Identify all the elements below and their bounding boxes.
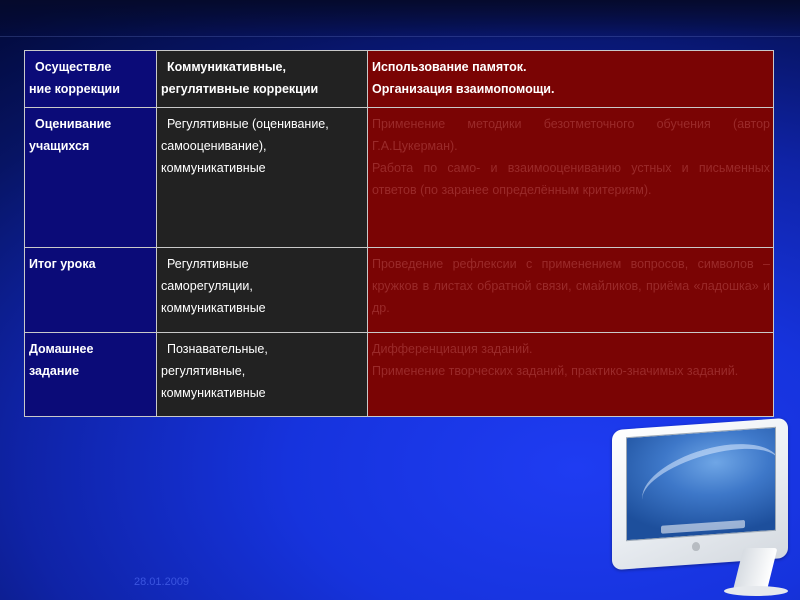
cell-line: Коммуникативные,	[167, 60, 286, 74]
cell-line: Применение творческих заданий, практико-значимых заданий.	[372, 364, 739, 378]
slide-date: 28.01.2009	[134, 576, 190, 588]
cell-line: Проведение рефлексии с применением вопросов, символов – кружков в листах обратной связи, смайликов, приёма «ладошка» и др.	[372, 257, 770, 315]
cell-line: Домашнее	[29, 342, 94, 356]
cell-line: регулятивные коррекции	[161, 82, 319, 96]
cell-line: саморегуляции,	[161, 279, 253, 293]
cell-line: Регулятивные	[167, 257, 249, 271]
stage-cell	[25, 51, 157, 108]
top-shadow	[0, 0, 800, 40]
cell-line: регулятивные,	[161, 364, 246, 378]
lesson-table	[24, 50, 774, 417]
cell-line: коммуникативные	[161, 301, 266, 315]
cell-line: коммуникативные	[161, 386, 266, 400]
cell-line: Осуществле	[35, 60, 112, 74]
cell-line: Регулятивные (оценивание,	[167, 117, 329, 131]
stage-cell	[25, 333, 157, 417]
stage-cell	[25, 108, 157, 248]
uud-cell	[157, 51, 368, 108]
screen-dock	[661, 520, 745, 534]
top-divider	[0, 36, 800, 37]
cell-line: ние коррекции	[29, 82, 120, 96]
table-row	[25, 51, 774, 108]
monitor-screen	[626, 427, 776, 541]
cell-line: Использование памяток.	[372, 60, 527, 74]
cell-line: Итог урока	[29, 257, 96, 271]
cell-line: Применение методики безотметочного обучения (автор Г.А.Цукерман).	[372, 117, 770, 153]
uud-cell	[157, 108, 368, 248]
stage-cell	[25, 248, 157, 333]
table-row	[25, 108, 774, 248]
table-row	[25, 248, 774, 333]
cell-line: Познавательные,	[167, 342, 268, 356]
monitor-base	[724, 586, 788, 596]
monitor-icon	[606, 418, 794, 600]
cell-line: задание	[29, 364, 80, 378]
table-row	[25, 333, 774, 417]
cell-line: Работа по само- и взаимооцениванию устных и письменных ответов (по заранее определённым критериям).	[372, 161, 770, 197]
methods-cell	[368, 51, 774, 108]
cell-line: Оценивание	[35, 117, 112, 131]
cell-line: Дифференциация заданий.	[372, 342, 533, 356]
methods-cell	[368, 248, 774, 333]
cell-line: Организация взаимопомощи.	[372, 82, 555, 96]
uud-cell	[157, 333, 368, 417]
screen-swirl	[636, 430, 776, 532]
cell-line: коммуникативные	[161, 161, 266, 175]
cell-line: учащихся	[29, 139, 90, 153]
cell-line: самооценивание),	[161, 139, 267, 153]
apple-logo-icon	[692, 542, 700, 551]
methods-cell	[368, 108, 774, 248]
methods-cell	[368, 333, 774, 417]
uud-cell	[157, 248, 368, 333]
